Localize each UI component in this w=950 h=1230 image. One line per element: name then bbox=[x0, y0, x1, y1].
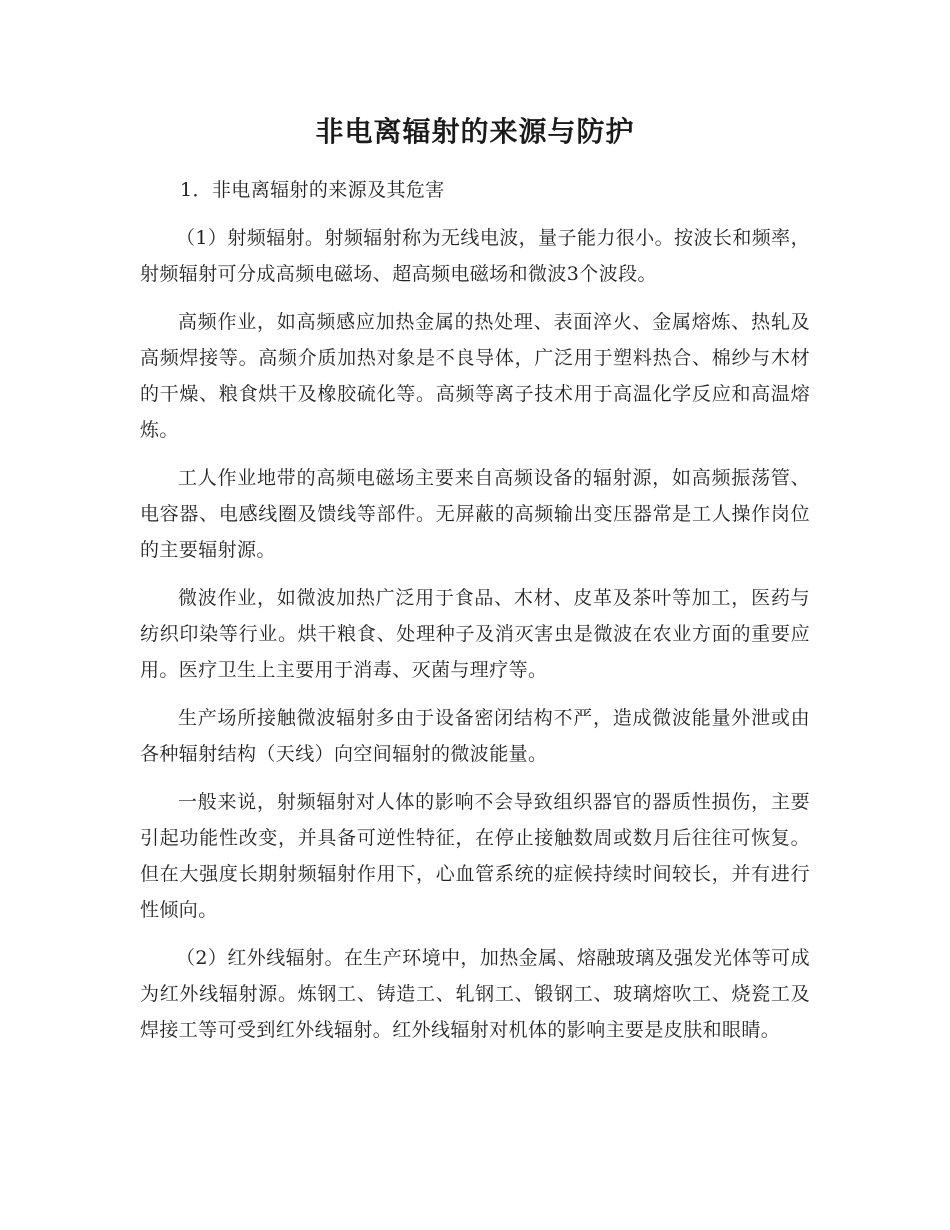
document-body bbox=[140, 172, 810, 1060]
paragraph-microwave-exposure: 生产场所接触微波辐射多由于设备密闭结构不严，造成微波能量外泄或由各种辐射结构（天线）向空间辐射的微波能量。 bbox=[140, 707, 810, 765]
document-page bbox=[140, 0, 810, 1230]
paragraph-health-effects: 一般来说，射频辐射对人体的影响不会导致组织器官的器质性损伤，主要引起功能性改变，并具备可逆性特征，在停止接触数周或数月后往往可恢复。但在大强度长期射频辐射作用下，心血管系统的症候持续时间较长，并有进行性倾向。 bbox=[140, 791, 810, 921]
section-heading: 1．非电离辐射的来源及其危害 bbox=[180, 179, 445, 201]
paragraph-radio-frequency: （1）射频辐射。射频辐射称为无线电波，量子能力很小。按波长和频率，射频辐射可分成高频电磁场、超高频电磁场和微波3个波段。 bbox=[140, 227, 810, 285]
paragraph-high-frequency-work: 高频作业，如高频感应加热金属的热处理、表面淬火、金属熔炼、热轧及高频焊接等。高频介质加热对象是不良导体，广泛用于塑料热合、棉纱与木材的干燥、粮食烘干及橡胶硫化等。高频等离子技术用于高温化学反应和高温熔炼。 bbox=[140, 311, 810, 441]
paragraph-microwave-work: 微波作业，如微波加热广泛用于食品、木材、皮革及茶叶等加工，医药与纺织印染等行业。烘干粮食、处理种子及消灭害虫是微波在农业方面的重要应用。医疗卫生上主要用于消毒、灭菌与理疗等。 bbox=[140, 587, 810, 681]
paragraph-workplace-emf: 工人作业地带的高频电磁场主要来自高频设备的辐射源，如高频振荡管、电容器、电感线圈及馈线等部件。无屏蔽的高频输出变压器常是工人操作岗位的主要辐射源。 bbox=[140, 467, 810, 561]
paragraph-infrared: （2）红外线辐射。在生产环境中，加热金属、熔融玻璃及强发光体等可成为红外线辐射源。炼钢工、铸造工、轧钢工、锻钢工、玻璃熔吹工、烧瓷工及焊接工等可受到红外线辐射。红外线辐射对机体的影响主要是皮肤和眼睛。 bbox=[140, 947, 810, 1041]
document-title: 非电离辐射的来源与防护 bbox=[315, 115, 635, 148]
